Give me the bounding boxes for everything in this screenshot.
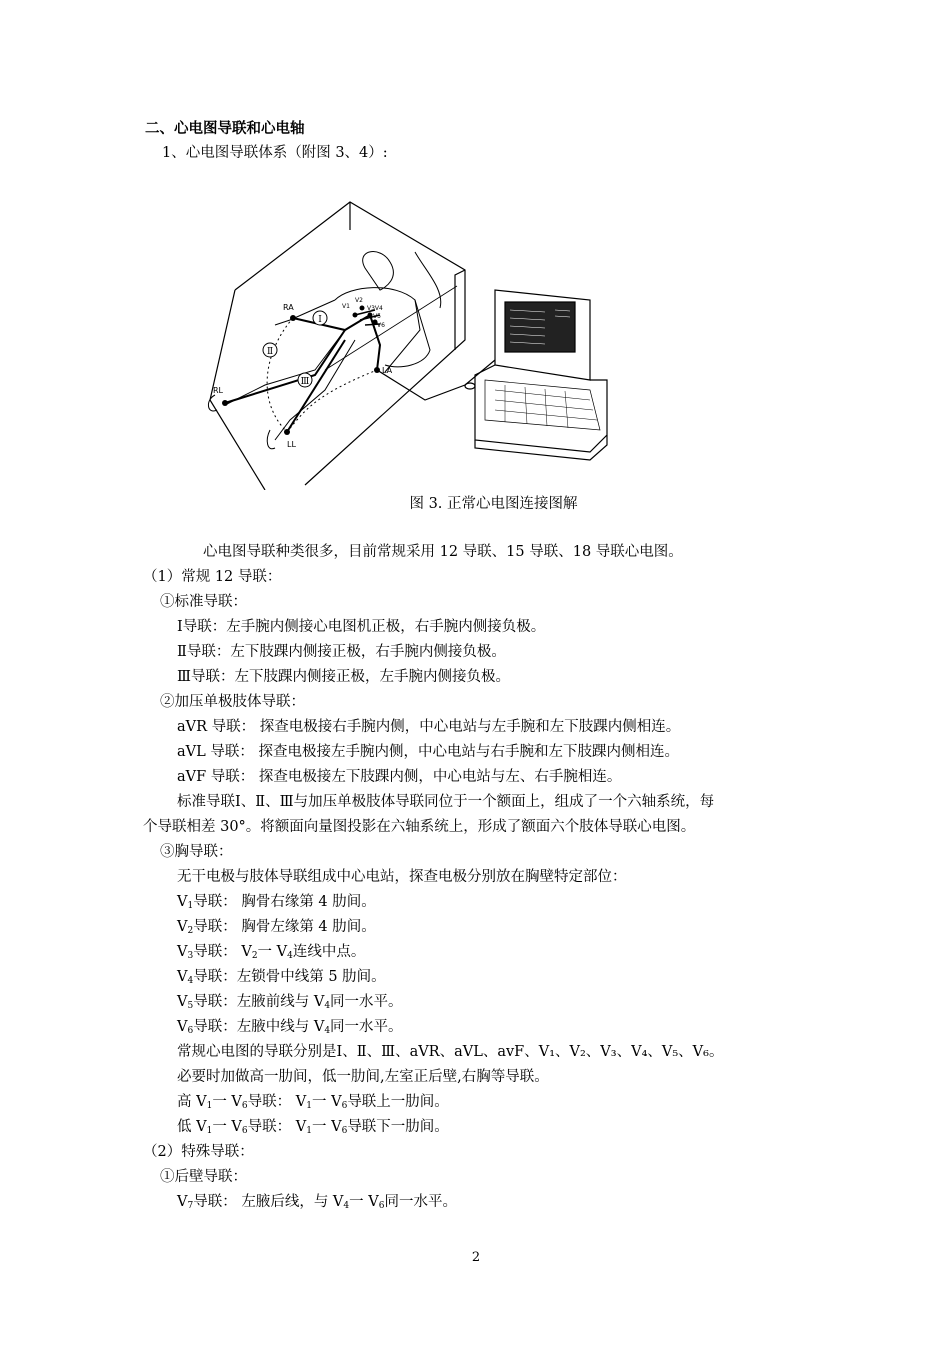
posterior-leads-title: ①后壁导联： <box>160 1169 247 1185</box>
routine-12-lead-title: （1）常规 12 导联： <box>143 569 282 585</box>
lead-i-text: Ⅰ导联：左手腕内侧接心电图机正极，右手腕内侧接负极。 <box>177 619 546 635</box>
rl-label: RL <box>213 386 224 395</box>
v7-lead-text: $V_7$导联： 左腋后线，与 $V_4$一 $V_6$同一水平。 <box>177 1194 457 1211</box>
section-title: 二、心电图导联和心电轴 <box>145 121 305 137</box>
avl-text: aVL 导联： 探查电极接左手腕内侧，中心电站与右手腕和左下肢踝内侧相连。 <box>177 744 679 760</box>
avf-text: aVF 导联： 探查电极接左下肢踝内侧，中心电站与左、右手腕相连。 <box>177 769 622 785</box>
special-leads-title: （2）特殊导联： <box>143 1144 254 1160</box>
ll-label: LL <box>287 440 296 449</box>
lead-ii-label: Ⅱ <box>266 347 274 357</box>
subsection-title: 1、心电图导联体系（附图 3、4）: <box>162 145 388 161</box>
v2-label: V2 <box>355 297 363 304</box>
v1-lead-text: $V_1$导联： 胸骨右缘第 4 肋间。 <box>177 894 376 911</box>
intro-paragraph: 心电图导联种类很多，目前常规采用 12 导联、15 导联、18 导联心电图。 <box>203 544 683 560</box>
v1-label: V1 <box>342 303 350 310</box>
chest-leads-title: ③胸导联： <box>160 844 233 860</box>
avr-text: aVR 导联： 探查电极接右手腕内侧，中心电站与左手腕和左下肢踝内侧相连。 <box>177 719 681 735</box>
v5-lead-text: $V_5$导联：左腋前线与 $V_4$同一水平。 <box>177 994 403 1011</box>
v2-lead-text: $V_2$导联： 胸骨左缘第 4 肋间。 <box>177 919 376 936</box>
ra-label: RA <box>283 303 294 312</box>
ecg-connection-figure <box>195 190 615 490</box>
lead-i-label: Ⅰ <box>318 315 322 325</box>
v3-lead-text: $V_3$导联： $V_2$一 $V_4$连线中点。 <box>177 944 366 961</box>
page-number: 2 <box>471 1250 481 1265</box>
lead-iii-label: Ⅲ <box>300 377 310 387</box>
v5-label: V5 <box>373 313 381 320</box>
chest-intro: 无干电极与肢体导联组成中心电站，探查电极分别放在胸壁特定部位： <box>177 869 627 885</box>
v6-lead-text: $V_6$导联：左腋中线与 $V_4$同一水平。 <box>177 1019 403 1036</box>
augmented-leads-title: ②加压单极肢体导联： <box>160 694 305 710</box>
figure-caption: 图 3. 正常心电图连接图解 <box>409 496 578 512</box>
high-leads-text: 高 $V_1$一 $V_6$导联： $V_1$一 $V_6$导联上一肋间。 <box>177 1094 449 1111</box>
v4-lead-text: $V_4$导联：左锁骨中线第 5 肋间。 <box>177 969 386 986</box>
hexaxial-line-1: 标准导联Ⅰ、Ⅱ、Ⅲ与加压单极肢体导联同位于一个额面上，组成了一个六轴系统，每 <box>177 794 715 810</box>
lead-iii-text: Ⅲ导联：左下肢踝内侧接正极，左手腕内侧接负极。 <box>177 669 510 685</box>
standard-leads-title: ①标准导联： <box>160 594 247 610</box>
extra-leads-note: 必要时加做高一肋间，低一肋间,左室正后壁,右胸等导联。 <box>177 1069 549 1085</box>
hexaxial-line-2: 个导联相差 30°。将额面向量图投影在六轴系统上，形成了额面六个肢体导联心电图。 <box>143 819 696 835</box>
low-leads-text: 低 $V_1$一 $V_6$导联： $V_1$一 $V_6$导联下一肋间。 <box>177 1119 449 1136</box>
lead-ii-text: Ⅱ导联：左下肢踝内侧接正极，右手腕内侧接负极。 <box>177 644 506 660</box>
v3v4-label: V3V4 <box>367 305 383 312</box>
v6-label: V6 <box>377 322 385 329</box>
routine-summary: 常规心电图的导联分别是Ⅰ、Ⅱ、Ⅲ、aVR、aVL、avF、V₁、V₂、V₃、V₄、V₅、V₆。 <box>177 1044 724 1060</box>
la-label: LA <box>382 366 393 375</box>
